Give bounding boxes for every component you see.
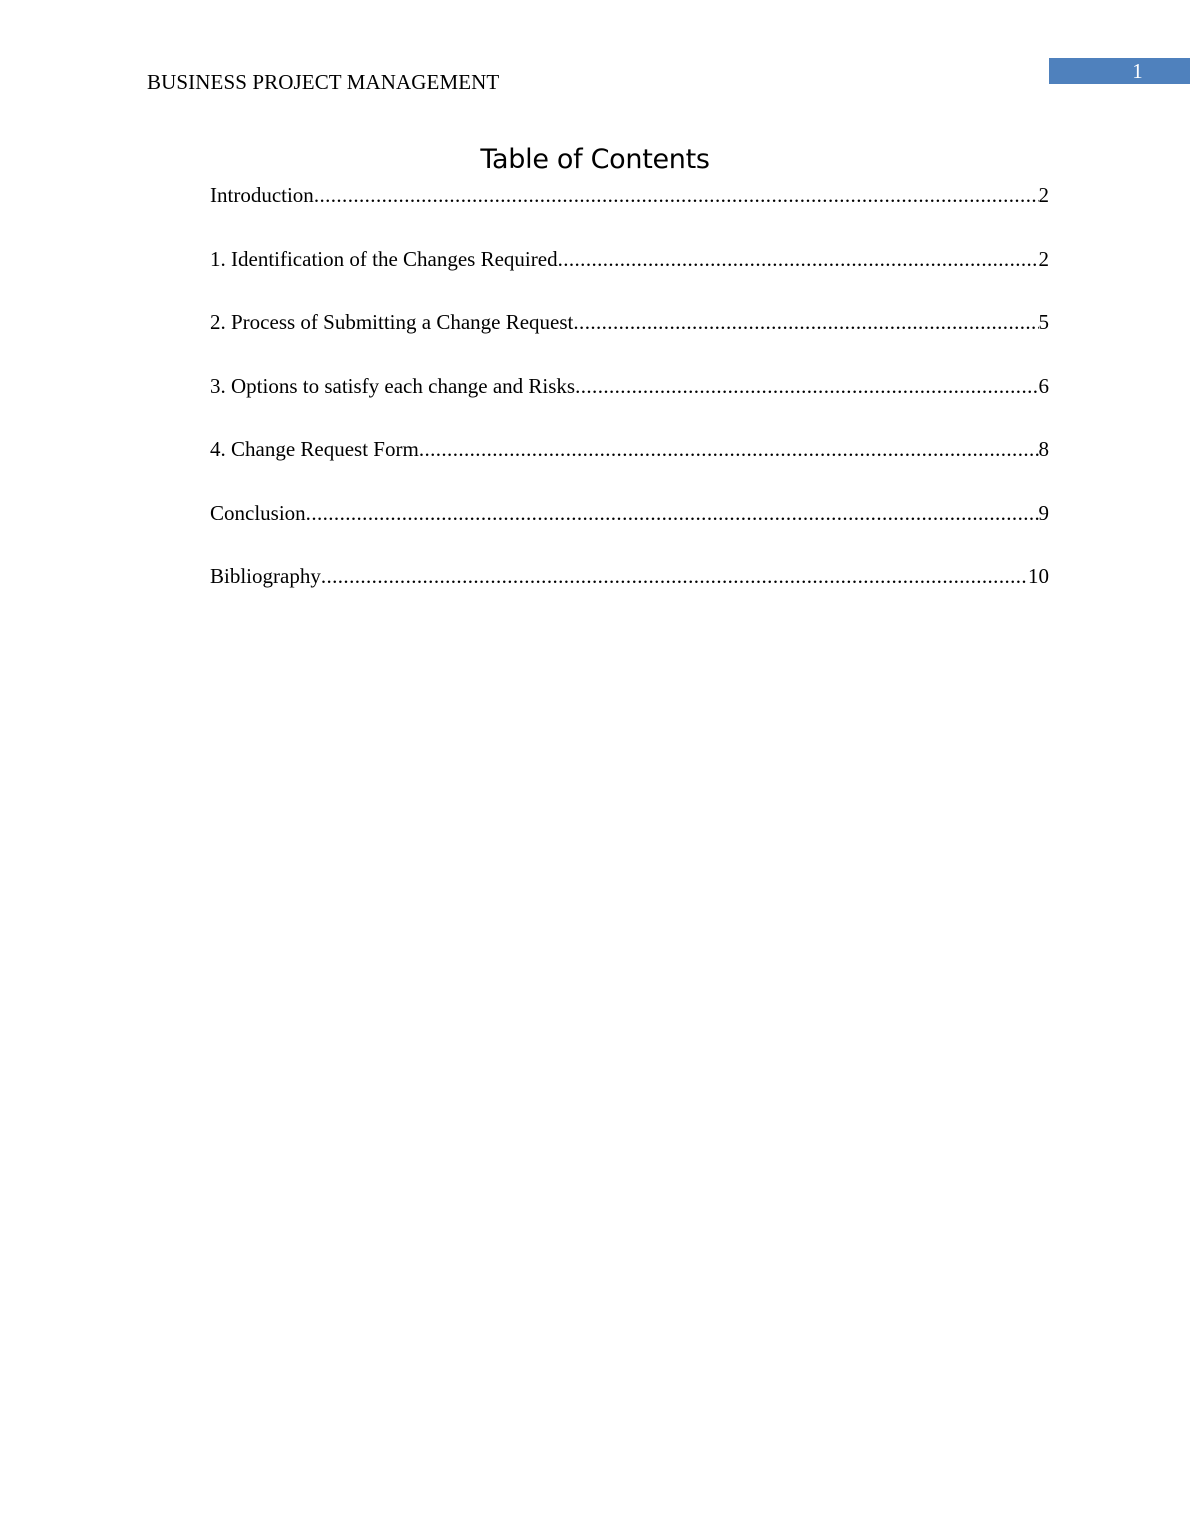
toc-leader-dots (558, 244, 1039, 274)
toc-list (210, 180, 1049, 625)
toc-entry-process[interactable] (210, 307, 1049, 371)
toc-entry-label: 2. Process of Submitting a Change Request (210, 310, 574, 334)
toc-leader-dots (314, 180, 1039, 210)
toc-entry-label: 4. Change Request Form (210, 437, 419, 461)
toc-entry-page: 8 (1038, 437, 1049, 461)
toc-entry-label: 1. Identification of the Changes Required (210, 246, 558, 271)
toc-entry-identification[interactable] (210, 244, 1049, 308)
toc-entry-label: Introduction (210, 183, 314, 207)
toc-leader-dots (321, 561, 1028, 591)
toc-entry-label: Bibliography (210, 564, 321, 588)
toc-entry-label: 3. Options to satisfy each change and Risks (210, 373, 576, 398)
toc-entry-page: 2 (1038, 246, 1049, 271)
toc-entry-page: 2 (1038, 183, 1049, 207)
page-number-box (1049, 58, 1190, 84)
toc-leader-dots (575, 371, 1038, 401)
toc-entry-page: 6 (1038, 373, 1049, 398)
page-number: 1 (1132, 59, 1143, 83)
toc-entry-page: 9 (1038, 500, 1049, 525)
toc-leader-dots (419, 434, 1039, 464)
toc-entry-label: Conclusion (210, 500, 306, 525)
toc-leader-dots (573, 307, 1038, 337)
running-head: BUSINESS PROJECT MANAGEMENT (147, 70, 500, 94)
toc-entry-page: 5 (1038, 310, 1049, 334)
toc-entry-change-request-form[interactable] (210, 434, 1049, 498)
toc-entry-introduction[interactable] (210, 180, 1049, 244)
toc-entry-conclusion[interactable] (210, 498, 1049, 562)
toc-entry-bibliography[interactable] (210, 561, 1049, 625)
toc-entry-options[interactable] (210, 371, 1049, 435)
toc-title: Table of Contents (480, 144, 710, 175)
toc-leader-dots (306, 498, 1039, 528)
toc-entry-page: 10 (1028, 564, 1049, 588)
